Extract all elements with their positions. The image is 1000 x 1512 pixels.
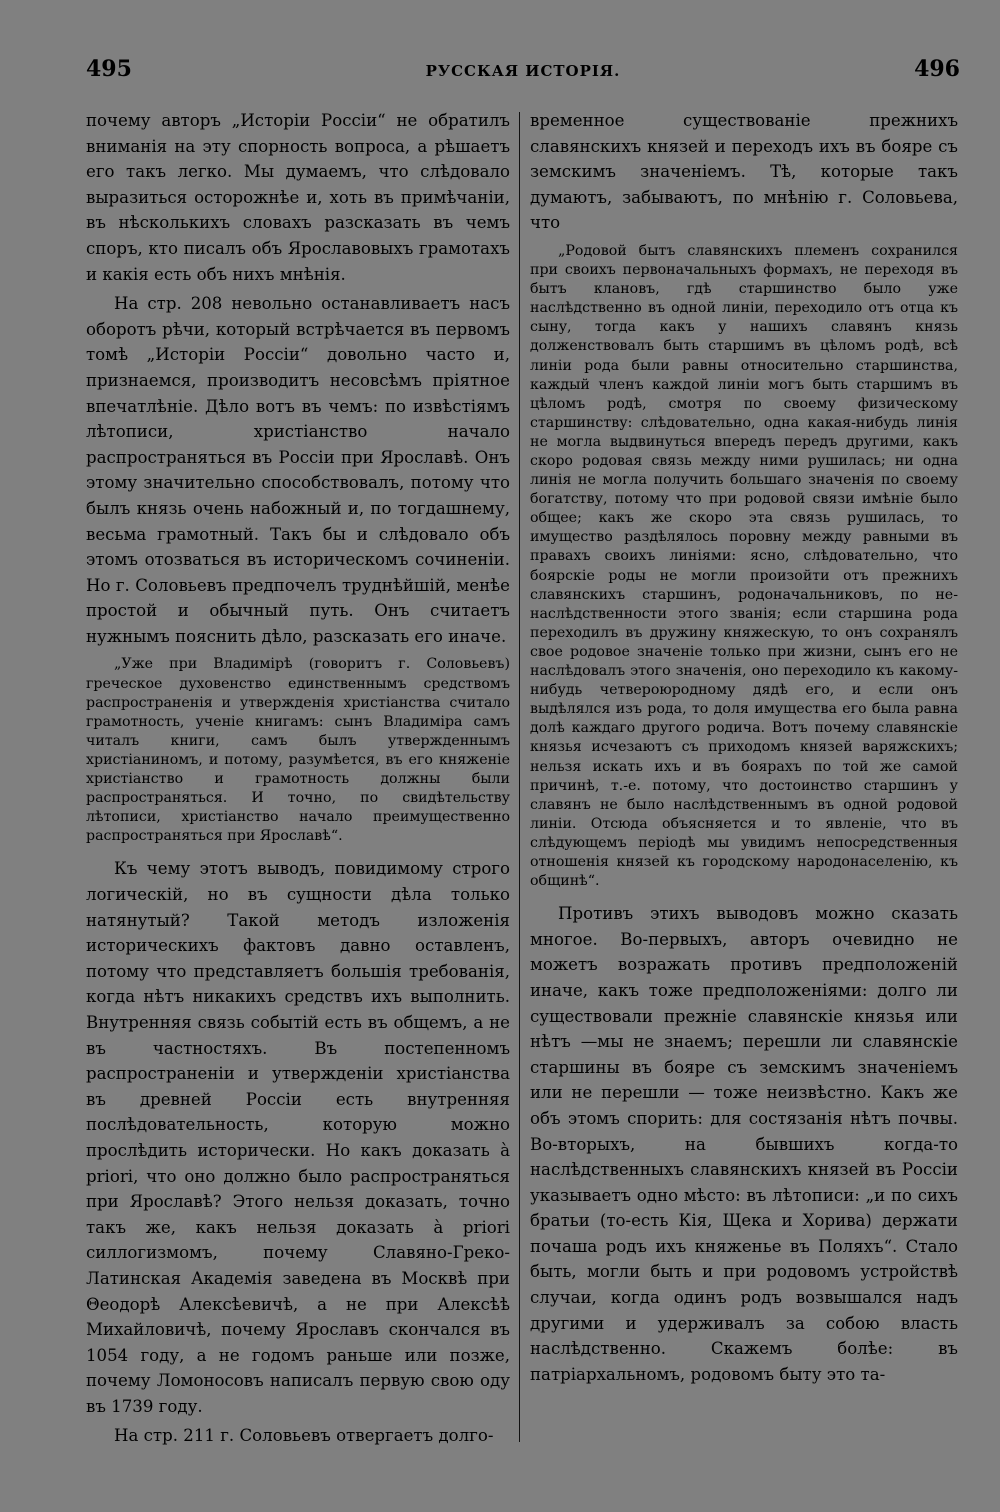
left-page-number: 495	[86, 56, 132, 82]
block-quote: „Родовой бытъ славянскихъ племенъ сохранился при своихъ первоначальныхъ формахъ, не переходя въ бытъ клановъ, гдѣ старшинство было уже наслѣдственно въ одной линіи, переходило отъ отца къ сыну, тогда какъ у нашихъ славянъ князь долженствовалъ быть старшимъ въ цѣломъ родѣ, всѣ линіи рода были равны относительно старшинства, каждый членъ каждой линіи могъ быть старшимъ въ цѣломъ родѣ, смотря по своему физическому старшинству: слѣдовательно, одна какая-нибудь линія не могла выдвинуться впередъ передъ другими, какъ скоро родовая связь между ними рушилась; ни одна линія не могла получить большаго значенія по своему богатству, потому что при родовой связи имѣніе было общее; какъ же скоро эта связь рушилась, то имущество раздѣлялось поровну между равными въ правахъ своихъ линіями: ясно, слѣдовательно, что боярскіе роды не могли произойти отъ прежнихъ славянскихъ старшинъ, родоначальниковъ, по не-наслѣдственности этого званія; если старшина рода переходилъ въ дружину княжескую, то онъ сохранялъ свое родовое значеніе только при жизни, сынъ его не наслѣдовалъ этого значенія, оно переходило къ какому-нибудь четвероюродному дядѣ его, и если онъ выдѣлялся изъ рода, то доля имущества его была равна долѣ каждаго другого родича. Вотъ почему славянскіе князья исчезаютъ съ приходомъ князей варяжскихъ; нельзя искать ихъ и въ боярахъ по той же самой причинѣ, т.-е. потому, что достоинство старшинъ у славянъ не было наслѣдственнымъ въ одной родовой линіи. Отсюда объясняется и то явленіе, что въ слѣдующемъ періодѣ мы увидимъ непосредственныя отношенія князей къ городскому народонаселенію, къ общинѣ“.	[530, 242, 958, 890]
paragraph: временное существованіе прежнихъ славянскихъ князей и переходъ ихъ въ бояре съ земскимъ значеніемъ. Тѣ, которые такъ думаютъ, забываютъ, по мнѣнію г. Соловьева, что	[530, 111, 958, 233]
paragraph: почему авторъ „Исторіи Россіи“ не обратилъ вниманія на эту спорность вопроса, а рѣшаетъ его такъ легко. Мы думаемъ, что слѣдовало выразиться осторожнѣе и, хоть въ примѣчаніи, въ нѣсколькихъ словахъ разсказать въ чемъ споръ, кто писалъ объ Ярославовыхъ грамотахъ и какія есть объ нихъ мнѣнія.	[86, 111, 510, 284]
right-column	[530, 108, 958, 1391]
running-title: РУССКАЯ ИСТОРІЯ.	[425, 62, 621, 80]
paragraph: На стр. 211 г. Соловьевъ отвергаетъ долго-	[114, 1426, 494, 1446]
right-page-number: 496	[914, 56, 960, 82]
paragraph: На стр. 208 невольно останавливаетъ насъ оборотъ рѣчи, который встрѣчается въ первомъ томѣ „Исторіи Россіи“ довольно часто и, признаемся, производитъ несовсѣмъ пріятное впечатлѣніе. Дѣло вотъ въ чемъ: по извѣстіямъ лѣтописи, христіанство начало распространяться въ Россіи при Ярославѣ. Онъ этому значительно способствовалъ, потому что былъ князь очень набожный и, по тогдашнему, весьма грамотный. Такъ бы и слѣдовало объ этомъ отозваться въ историческомъ сочиненіи. Но г. Соловьевъ предпочелъ труднѣйшій, менѣе простой и обычный путь. Онъ считаетъ нужнымъ пояснить дѣло, разсказать его иначе.	[86, 294, 510, 646]
page-header	[86, 56, 960, 90]
paragraph: Къ чему этотъ выводъ, повидимому строго логическій, но въ сущности дѣла только натянутый? Такой методъ изложенія историческихъ фактовъ давно оставленъ, потому что представляетъ большія требованія, когда нѣтъ никакихъ средствъ ихъ выполнить. Внутренняя связь событій есть въ общемъ, а не въ частностяхъ. Въ постепенномъ распространеніи и утвержденіи христіанства въ древней Россіи есть внутренняя послѣдовательность, которую можно прослѣдить исторически. Но какъ доказать à priori, что оно должно было распространяться при Ярославѣ? Этого нельзя доказать, точно такъ же, какъ нельзя доказать à priori силлогизмомъ, почему Славяно-Греко-Латинская Академія заведена въ Москвѣ при Θеодорѣ Алексѣевичѣ, а не при Алексѣѣ Михайловичѣ, почему Ярославъ скончался въ 1054 году, а не годомъ раньше или позже, почему Ломоносовъ написалъ первую свою оду въ 1739 году.	[86, 859, 510, 1416]
block-quote: „Уже при Владимірѣ (говоритъ г. Соловьевъ) греческое духовенство единственнымъ средствомъ распространенія и утвержденія христіанства считало грамотность, ученіе книгамъ: сынъ Владиміра самъ читалъ книги, самъ былъ утвержденнымъ христіаниномъ, и потому, разумѣется, въ его княженіе христіанство и грамотность должны были распространяться. И точно, по свидѣтельству лѣтописи, христіанство начало преимущественно распространяться при Ярославѣ“.	[86, 656, 510, 845]
left-column	[86, 108, 510, 1453]
column-divider	[519, 112, 520, 1442]
paragraph: Противъ этихъ выводовъ можно сказать многое. Во-первыхъ, авторъ очевидно не можетъ возражать противъ предположеній иначе, какъ тоже предположеніями: долго ли существовали прежніе славянскіе князья или нѣтъ —мы не знаемъ; перешли ли славянскіе старшины въ бояре съ земскимъ значеніемъ или не перешли — тоже неизвѣстно. Какъ же объ этомъ спорить: для состязанія нѣтъ почвы. Во-вторыхъ, на бывшихъ когда-то наслѣдственныхъ славянскихъ князей въ Россіи указываетъ одно мѣсто: въ лѣтописи: „и по сихъ братьи (то-есть Кія, Щека и Хорива) держати почаша родъ ихъ княженье въ Поляхъ“. Стало быть, могли быть и при родовомъ устройствѣ случаи, когда одинъ родъ возвышался надъ другими и удерживалъ за собою власть наслѣдственно. Скажемъ болѣе: въ патріархальномъ, родовомъ быту это та-	[530, 904, 958, 1384]
